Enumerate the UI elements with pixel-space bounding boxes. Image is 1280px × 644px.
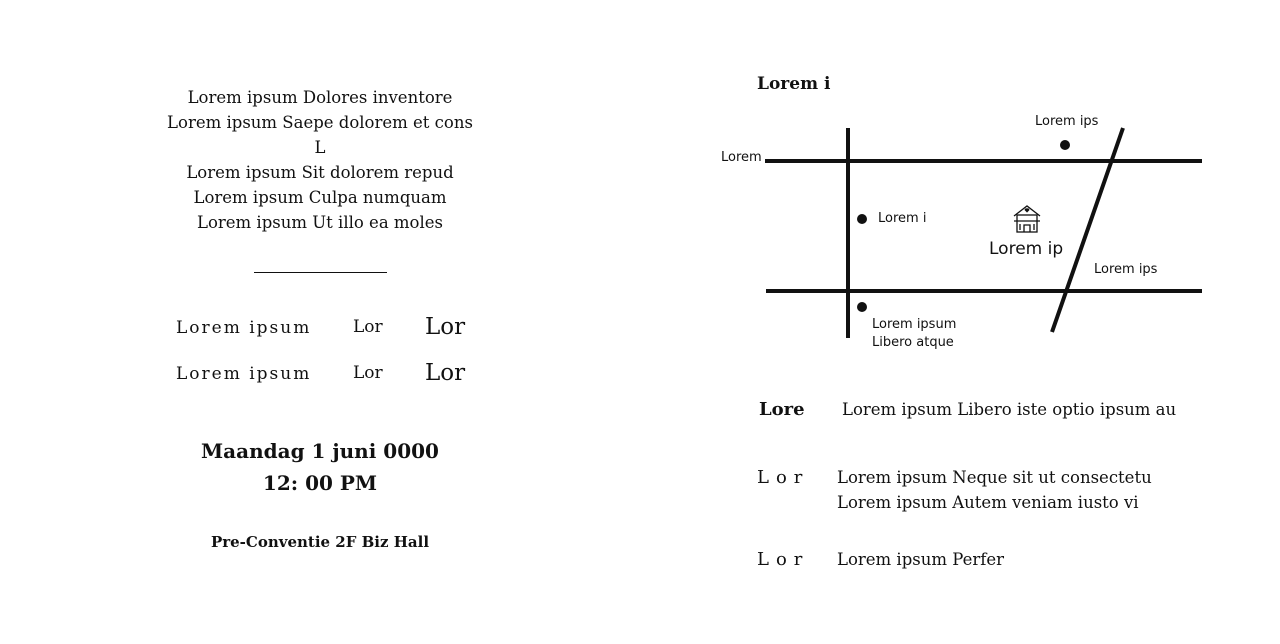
intro-line: Lorem ipsum Sit dolorem repud bbox=[186, 163, 454, 182]
map-dot bbox=[857, 302, 867, 312]
intro-line: Lorem ipsum Culpa numquam bbox=[193, 188, 447, 207]
intro-line: L bbox=[314, 138, 326, 157]
person-large: Lor bbox=[425, 314, 466, 340]
map-label-right: Lorem ips bbox=[1094, 262, 1158, 277]
map-label-venue: Lorem ip bbox=[989, 239, 1064, 259]
info-line: Lorem ipsum Perfer bbox=[837, 550, 1005, 569]
event-date: Maandag 1 juni 0000 bbox=[201, 439, 439, 463]
map-label-road: Lorem bbox=[721, 150, 762, 165]
map-label-top-right: Lorem ips bbox=[1035, 114, 1099, 129]
person-short: Lor bbox=[353, 363, 383, 383]
map bbox=[700, 100, 1220, 350]
info-text bbox=[837, 465, 1152, 515]
road-diagonal bbox=[1052, 128, 1123, 332]
info-line: Lorem ipsum Libero iste optio ipsum au bbox=[842, 400, 1177, 419]
map-label-middle-left: Lorem i bbox=[878, 211, 927, 226]
info-line: Lorem ipsum Autem veniam iusto vi bbox=[837, 493, 1139, 512]
name-row bbox=[176, 360, 496, 394]
person-short: Lor bbox=[353, 317, 383, 337]
info-label: Lor bbox=[757, 467, 810, 488]
house-icon bbox=[1014, 206, 1040, 232]
info-label: Lor bbox=[757, 549, 810, 570]
divider bbox=[254, 272, 387, 273]
intro-line: Lorem ipsum Ut illo ea moles bbox=[197, 213, 443, 232]
info-line: Lorem ipsum Neque sit ut consectetu bbox=[837, 468, 1152, 487]
event-venue: Pre-Conventie 2F Biz Hall bbox=[210, 533, 430, 551]
intro-line: Lorem ipsum Dolores inventore bbox=[187, 88, 453, 107]
map-label-bottom-1: Lorem ipsum bbox=[872, 317, 957, 332]
map-dot bbox=[857, 214, 867, 224]
info-text bbox=[837, 547, 1004, 572]
person-name: Lorem ipsum bbox=[176, 364, 312, 384]
map-dot bbox=[1060, 140, 1070, 150]
map-title: Lorem i bbox=[757, 74, 831, 94]
person-large: Lor bbox=[425, 360, 466, 386]
intro-line: Lorem ipsum Saepe dolorem et cons bbox=[167, 113, 473, 132]
map-label-bottom-2: Libero atque bbox=[872, 335, 954, 350]
person-name: Lorem ipsum bbox=[176, 318, 312, 338]
info-text bbox=[842, 397, 1176, 422]
intro-text bbox=[120, 85, 520, 235]
event-time: 12: 00 PM bbox=[262, 471, 378, 495]
name-row bbox=[176, 314, 496, 348]
info-label: Lore bbox=[759, 399, 805, 420]
